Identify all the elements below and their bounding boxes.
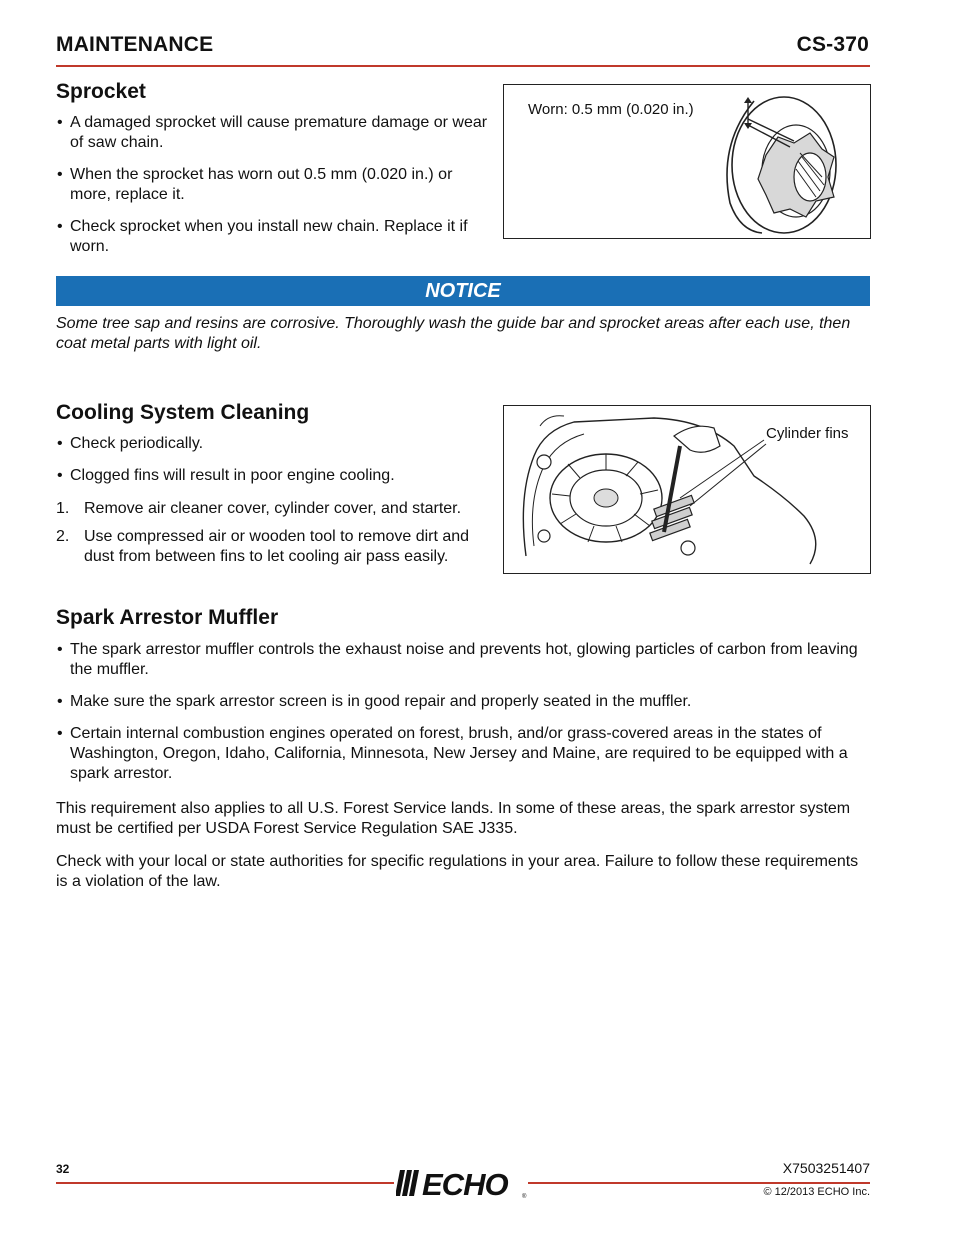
document-id: X7503251407 <box>782 1160 870 1176</box>
list-item: • The spark arrestor muffler controls the exhaust noise and prevents hot, glowing particles of carbon from leaving the muffler. <box>56 640 874 680</box>
model-number: CS-370 <box>796 33 869 56</box>
list-item: • Clogged fins will result in poor engine cooling. <box>56 466 496 486</box>
cooling-illustration <box>504 406 870 573</box>
section-title: MAINTENANCE <box>56 33 214 56</box>
spark-bullet-list <box>56 640 874 796</box>
step-number: 2. <box>56 528 70 545</box>
step-number: 1. <box>56 500 70 517</box>
header-divider <box>56 65 870 67</box>
step-text: Remove air cleaner cover, cylinder cover, and starter. <box>84 500 462 517</box>
sprocket-figure <box>503 84 871 239</box>
forest-service-paragraph: This requirement also applies to all U.S. Forest Service lands. In some of these areas, the spark arrestor system must be certified per USDA Forest Service Regulation SAE J335. <box>56 800 851 837</box>
notice-text: Some tree sap and resins are corrosive. Thoroughly wash the guide bar and sprocket areas after each use, then coat metal parts with light oil. <box>56 315 851 352</box>
cooling-heading: Cooling System Cleaning <box>56 401 310 424</box>
copyright-notice: © 12/2013 ECHO Inc. <box>763 1186 870 1198</box>
step-text: Use compressed air or wooden tool to remove dirt and dust from between fins to let cooling air pass easily. <box>84 528 470 565</box>
list-item: • Certain internal combustion engines operated on forest, brush, and/or grass-covered areas in the states of Washington, Oregon, Idaho, California, Minnesota, New Jersey and Maine, are required to be equipped with a spark arrestor. <box>56 724 874 784</box>
worn-label: Worn: 0.5 mm (0.020 in.) <box>528 101 694 118</box>
list-item: • Check sprocket when you install new chain. Replace it if worn. <box>56 217 496 257</box>
spark-heading: Spark Arrestor Muffler <box>56 606 279 629</box>
footer-divider-right <box>528 1182 870 1184</box>
sprocket-bullet-list <box>56 113 496 269</box>
list-item: • A damaged sprocket will cause premature damage or wear of saw chain. <box>56 113 496 153</box>
echo-logo <box>396 1168 528 1200</box>
svg-text:®: ® <box>522 1194 527 1200</box>
page-number: 32 <box>56 1162 70 1176</box>
cooling-figure <box>503 405 871 574</box>
sprocket-illustration <box>504 85 870 238</box>
cylinder-fins-label: Cylinder fins <box>766 425 849 442</box>
list-item <box>56 499 496 519</box>
logo-wordmark: ECHO <box>422 1168 508 1200</box>
notice-banner: NOTICE <box>56 276 870 306</box>
cooling-bullet-list <box>56 434 496 498</box>
sprocket-heading: Sprocket <box>56 80 146 103</box>
cooling-step-list <box>56 499 496 575</box>
footer-divider-left <box>56 1182 394 1184</box>
list-item: • Check periodically. <box>56 434 496 454</box>
regulations-paragraph: Check with your local or state authorities for specific regulations in your area. Failure to follow these requirements is a violation of the law. <box>56 853 859 890</box>
list-item: • Make sure the spark arrestor screen is in good repair and properly seated in the muffler. <box>56 692 874 712</box>
list-item: • When the sprocket has worn out 0.5 mm (0.020 in.) or more, replace it. <box>56 165 496 205</box>
list-item <box>56 527 496 567</box>
